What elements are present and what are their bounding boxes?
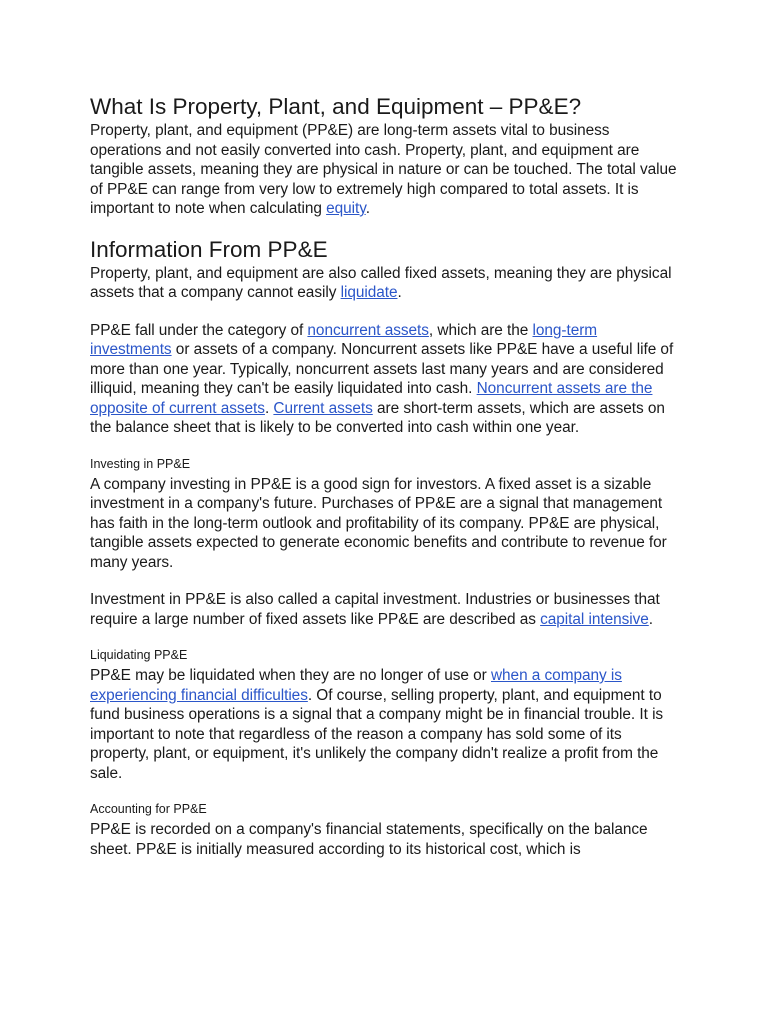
info-paragraph-1 [90,264,682,303]
info-p2-t2: , which are the [428,321,533,339]
info-p2-t4: . [264,399,274,417]
liquidating-paragraph [90,666,682,783]
info-p1-text: Property, plant, and equipment are also called fixed assets, meaning they are physical assets that a company cannot easily [90,264,672,301]
intro-end: . [365,200,370,217]
liquidating-p1-t1: PP&E may be liquidated when they are no longer of use or [90,667,491,684]
info-p1-end: . [397,284,402,301]
investing-paragraph-2 [90,590,682,629]
noncurrent-assets-link[interactable]: noncurrent assets [307,321,429,339]
investing-p2-text: Investment in PP&E is also called a capital investment. Industries or businesses that require a large number of fixed assets like PP&E are described as [90,591,660,628]
liquidating-p1-t2: . Of course, selling property, plant, and equipment to fund business operations is a signal that a company might be in financial trouble. It is important to note that regardless of the reason a company has sold some of its property, plant, or equipment, it's unlikely the company didn't realize a profit from the sale. [90,686,664,782]
info-heading: Information From PP&E [90,236,328,262]
info-p2-t5: are short-term assets, which are assets on the balance sheet that is likely to be converted into cash within one year. [90,399,665,436]
long-term-investments-link[interactable]: long-term investments [90,321,598,358]
accounting-paragraph: PP&E is recorded on a company's financial statements, specifically on the balance sheet. PP&E is initially measured according to its historical cost, which is [90,821,648,858]
intro-paragraph [90,121,682,219]
article [90,93,682,859]
noncurrent-opposite-link[interactable]: Noncurrent assets are the opposite of current assets [90,380,653,417]
info-paragraph-2 [90,321,682,438]
intro-text: Property, plant, and equipment (PP&E) are long-term assets vital to business operations and not easily converted into cash. Property, plant, and equipment are tangible assets, meaning they are physical in nature or can be touched. The total value of PP&E can range from very low to extremely high compared to total assets. It is important to note when calculating [90,122,677,217]
investing-paragraph-1: A company investing in PP&E is a good sign for investors. A fixed asset is a sizable investment in a company's future. Purchases of PP&E are a signal that management has faith in the long-term outlook and profitability of its company. PP&E are physical, tangible assets expected to generate economic benefits and contribute to revenue for many years. [90,475,667,571]
info-p2-t1: PP&E fall under the category of [90,321,308,339]
equity-link[interactable]: equity [326,200,366,217]
liquidate-link[interactable]: liquidate [340,284,398,301]
accounting-heading: Accounting for PP&E [90,802,207,816]
investing-p2-end: . [648,610,654,628]
info-p2-t3: or assets of a company. Noncurrent assets like PP&E have a useful life of more than one year. Typically, noncurrent assets last many years and are considered illiquid, meaning they can't be easily liquidated into cash. [90,341,674,397]
financial-difficulties-link[interactable]: when a company is experiencing financial difficulties [90,667,622,704]
investing-heading: Investing in PP&E [90,456,191,471]
capital-intensive-link[interactable]: capital intensive [540,610,649,628]
liquidating-heading: Liquidating PP&E [90,648,188,662]
page-title: What Is Property, Plant, and Equipment – PP&E? [90,94,582,119]
current-assets-link[interactable]: Current assets [273,399,373,417]
